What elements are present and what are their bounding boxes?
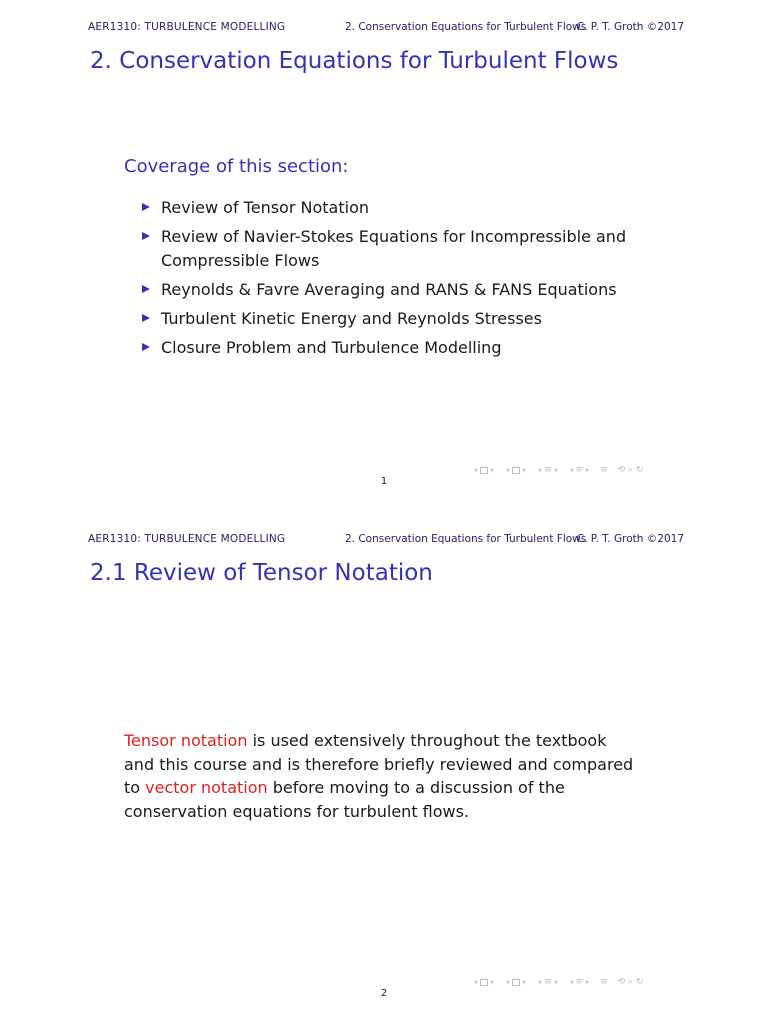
slide-title: 2. Conservation Equations for Turbulent Flows [90,48,619,74]
term-tensor-notation: Tensor notation [124,731,248,750]
nav-document-group[interactable] [568,466,592,475]
term-vector-notation: vector notation [145,778,268,798]
prev-subsection-icon[interactable] [506,468,509,472]
prev-document-icon[interactable] [570,980,573,984]
align-icon[interactable]: ≡ [600,464,608,475]
subsection-icon [512,979,520,986]
next-subsection-icon[interactable] [523,980,526,984]
nav-section-group[interactable] [536,466,560,475]
list-item: Closure Problem and Turbulence Modelling [142,336,631,360]
prev-document-icon[interactable] [570,468,573,472]
next-section-icon[interactable] [555,468,558,472]
next-subsection-icon[interactable] [523,468,526,472]
triangle-bullet-icon [142,232,150,240]
prev-frame-icon[interactable] [474,980,477,984]
nav-subsection-group[interactable] [504,467,528,474]
next-frame-icon[interactable] [491,468,494,472]
slide-header [88,533,684,549]
align-icon[interactable]: ≡ [600,976,608,987]
next-frame-icon[interactable] [491,980,494,984]
course-title: AER1310: TURBULENCE MODELLING [88,533,286,545]
next-section-icon[interactable] [555,980,558,984]
document-icon: ≡ [575,464,584,475]
beamer-nav-bar [472,976,652,988]
triangle-bullet-icon [142,314,150,322]
section-icon: ≡ [544,976,552,987]
back-search-forward-icon[interactable]: ⟲ ⌕ ↻ [617,976,644,987]
body-paragraph: Tensor notation is used extensively throughout the textbook and this course and is therefore briefly reviewed and compared to vector notation before moving to a discussion of the conservation equations for turbulent flows. [124,731,634,821]
nav-document-group[interactable] [568,978,592,987]
slide-header [88,21,684,37]
nav-frame-group[interactable] [472,467,496,474]
author-copyright: C. P. T. Groth ©2017 [576,533,684,545]
nav-search-group[interactable] [617,978,645,987]
next-document-icon[interactable] [586,980,589,984]
section-icon: ≡ [544,464,552,475]
prev-section-icon[interactable] [538,468,541,472]
nav-frame-group[interactable] [472,979,496,986]
section-title: 2. Conservation Equations for Turbulent Flows [345,533,587,545]
author-copyright: C. P. T. Groth ©2017 [576,21,684,33]
nav-subsection-group[interactable] [504,979,528,986]
list-item: Review of Navier-Stokes Equations for Incompressible and Compressible Flows [142,225,631,272]
coverage-list [142,196,631,365]
triangle-bullet-icon [142,343,150,351]
frame-icon [480,467,488,474]
nav-search-group[interactable] [617,466,645,475]
section-title: 2. Conservation Equations for Turbulent Flows [345,21,587,33]
back-search-forward-icon[interactable]: ⟲ ⌕ ↻ [617,464,644,475]
prev-subsection-icon[interactable] [506,980,509,984]
next-document-icon[interactable] [586,468,589,472]
beamer-nav-bar [472,464,652,476]
nav-section-group[interactable] [536,978,560,987]
document-icon: ≡ [575,976,584,987]
coverage-heading: Coverage of this section: [124,156,349,177]
list-item: Reynolds & Favre Averaging and RANS & FANS Equations [142,278,631,302]
nav-align-group[interactable] [599,466,609,475]
course-title: AER1310: TURBULENCE MODELLING [88,21,286,33]
nav-align-group[interactable] [599,978,609,987]
list-item: Turbulent Kinetic Energy and Reynolds Stresses [142,307,631,331]
list-item: Review of Tensor Notation [142,196,631,220]
page-number: 2 [380,988,388,999]
frame-icon [480,979,488,986]
prev-frame-icon[interactable] [474,468,477,472]
slide-title: 2.1 Review of Tensor Notation [90,560,433,586]
slide-2 [0,512,768,1024]
page-number: 1 [380,476,388,487]
subsection-icon [512,467,520,474]
prev-section-icon[interactable] [538,980,541,984]
triangle-bullet-icon [142,203,150,211]
triangle-bullet-icon [142,285,150,293]
